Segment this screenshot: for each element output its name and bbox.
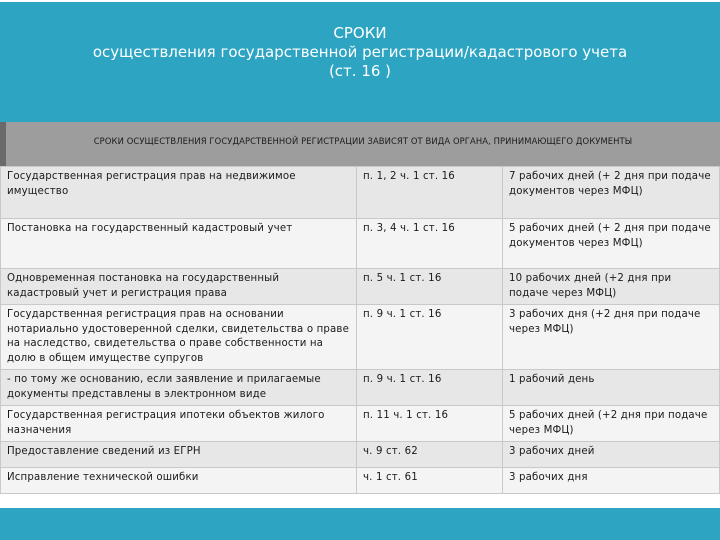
table-row — [1, 370, 720, 406]
article-cell: п. 1, 2 ч. 1 ст. 16 — [357, 167, 503, 219]
table-row — [1, 269, 720, 305]
action-cell: Одновременная постановка на государственный кадастровый учет и регистрация права — [1, 269, 357, 305]
article-cell: п. 9 ч. 1 ст. 16 — [357, 370, 503, 406]
action-cell: Предоставление сведений из ЕГРН — [1, 442, 357, 468]
subtitle: СРОКИ ОСУЩЕСТВЛЕНИЯ ГОСУДАРСТВЕННОЙ РЕГИСТРАЦИИ ЗАВИСЯТ ОТ ВИДА ОРГАНА, ПРИНИМАЮЩЕГО ДОКУМЕНТЫ — [93, 136, 633, 146]
term-cell: 5 рабочих дней (+ 2 дня при подаче документов через МФЦ) — [503, 219, 720, 269]
table-row — [1, 305, 720, 370]
table-row — [1, 442, 720, 468]
action-cell: Постановка на государственный кадастровый учет — [1, 219, 357, 269]
action-cell: Исправление технической ошибки — [1, 468, 357, 494]
article-cell: п. 3, 4 ч. 1 ст. 16 — [357, 219, 503, 269]
table-row — [1, 468, 720, 494]
article-cell: ч. 9 ст. 62 — [357, 442, 503, 468]
table-row — [1, 406, 720, 442]
table-row — [1, 219, 720, 269]
bottom-band — [0, 508, 720, 540]
title-band — [0, 0, 720, 122]
page-title — [0, 24, 720, 81]
term-cell: 10 рабочих дней (+2 дня при подаче через МФЦ) — [503, 269, 720, 305]
title-line-2: осуществления государственной регистрации/кадастрового учета — [92, 43, 628, 61]
term-cell: 3 рабочих дня — [503, 468, 720, 494]
title-line-1: СРОКИ — [333, 24, 387, 42]
action-cell: - по тому же основанию, если заявление и прилагаемые документы представлены в электронном виде — [1, 370, 357, 406]
article-cell: п. 11 ч. 1 ст. 16 — [357, 406, 503, 442]
subtitle-band — [0, 122, 720, 166]
table-row — [1, 167, 720, 219]
article-cell: ч. 1 ст. 61 — [357, 468, 503, 494]
term-cell: 7 рабочих дней (+ 2 дня при подаче документов через МФЦ) — [503, 167, 720, 219]
registration-terms-table — [0, 166, 720, 494]
action-cell: Государственная регистрация прав на основании нотариально удостоверенной сделки, свидетельства о праве на наследство, свидетельства о праве собственности на долю в общем имуществе супругов — [1, 305, 357, 370]
term-cell: 5 рабочих дней (+2 дня при подаче через МФЦ) — [503, 406, 720, 442]
term-cell: 3 рабочих дней — [503, 442, 720, 468]
title-line-3: (ст. 16 ) — [328, 62, 392, 80]
action-cell: Государственная регистрация прав на недвижимое имущество — [1, 167, 357, 219]
term-cell: 3 рабочих дня (+2 дня при подаче через МФЦ) — [503, 305, 720, 370]
article-cell: п. 9 ч. 1 ст. 16 — [357, 305, 503, 370]
article-cell: п. 5 ч. 1 ст. 16 — [357, 269, 503, 305]
action-cell: Государственная регистрация ипотеки объектов жилого назначения — [1, 406, 357, 442]
term-cell: 1 рабочий день — [503, 370, 720, 406]
